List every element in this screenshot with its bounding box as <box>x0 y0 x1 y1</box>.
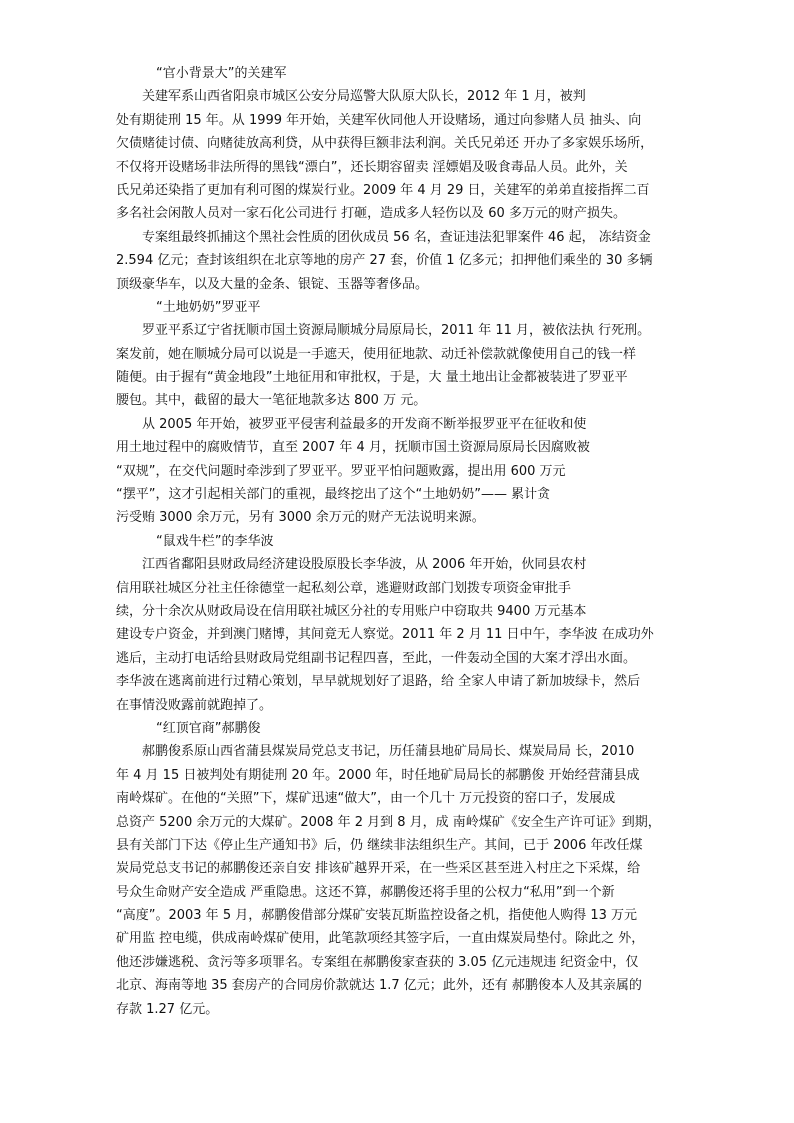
paragraph-line: 郝鹏俊系原山西省蒲县煤炭局党总支书记，历任蒲县地矿局局长、煤炭局局 长，2010 <box>142 744 635 760</box>
paragraph-line: 多名社会闲散人员对一家石化公司进行 打砸，造成多人轻伤以及 60 多万元的财产损失。 <box>116 206 626 222</box>
paragraph-line: 总资产 5200 余万元的大煤矿。2008 年 2 月到 8 月，成 南岭煤矿《安全生产许可证》到期， <box>116 814 661 830</box>
paragraph-line: 用土地过程中的腐败情节，直至 2007 年 4 月，抚顺市国土资源局原局长因腐败被 <box>116 440 590 456</box>
paragraph-line: “双规”，在交代问题时牵涉到了罗亚平。罗亚平怕问题败露，提出用 600 万元 <box>116 463 566 479</box>
paragraph-line: 在事情没败露前就跑掉了。 <box>116 697 273 713</box>
paragraph-line: 李华波在逃离前进行过精心策划，早早就规划好了退路，给 全家人申请了新加坡绿卡，然后 <box>116 674 641 690</box>
document-page <box>116 62 696 1021</box>
paragraph-line: 逃后，主动打电话给县财政局党组副书记程四喜，至此，一件轰动全国的大案才浮出水面。 <box>116 650 637 666</box>
paragraph-line: 随便。由于握有“黄金地段”土地征用和审批权，于是，大 量土地出让金都被装进了罗亚平 <box>116 370 628 386</box>
paragraph-line: 年 4 月 15 日被判处有期徒刑 20 年。2000 年，时任地矿局局长的郝鹏俊 开始经营蒲县成 <box>116 767 640 783</box>
paragraph-line: 存款 1.27 亿元。 <box>116 1001 219 1017</box>
section-heading-guan-jianjun: “官小背景大”的关建军 <box>156 66 287 81</box>
paragraph-line: 北京、海南等地 35 套房产的合同房价款就达 1.7 亿元；此外，还有 郝鹏俊本人及其亲属的 <box>116 978 642 994</box>
paragraph-line: 建设专户资金，并到澳门赌博，其间竟无人察觉。2011 年 2 月 11 日中午，李华波 在成功外 <box>116 627 654 643</box>
section-heading-luo-yaping: “土地奶奶”罗亚平 <box>156 299 261 315</box>
section-heading-li-huabo: “鼠戏牛栏”的李华波 <box>156 533 274 549</box>
paragraph-line: 氏兄弟还染指了更加有利可图的煤炭行业。2009 年 4 月 29 日，关建军的弟弟直接指挥二百 <box>116 182 650 198</box>
paragraph-line: 欠债赌徒讨债、向赌徒放高利贷，从中获得巨额非法利润。关氏兄弟还 开办了多家娱乐场所， <box>116 136 654 152</box>
paragraph-line: 续，分十余次从财政局设在信用联社城区分社的专用账户中窃取共 9400 万元基本 <box>116 603 587 619</box>
paragraph-line: 罗亚平系辽宁省抚顺市国土资源局顺城分局原局长，2011 年 11 月，被依法执 行死刑。 <box>142 323 651 339</box>
paragraph-line: 南岭煤矿。在他的“关照”下，煤矿迅速“做大”，由一个几十 万元投资的窑口子，发展成 <box>116 791 616 807</box>
section-heading-hao-pengjun: “红顶官商”郝鹏俊 <box>156 720 261 736</box>
paragraph-line: 腰包。其中，截留的最大一笔征地款多达 800 万 元。 <box>116 393 427 409</box>
paragraph-line: 2.594 亿元；查封该组织在北京等地的房产 27 套，价值 1 亿多元；扣押他们乘坐的 30 多辆 <box>116 253 653 269</box>
paragraph-line: 他还涉嫌逃税、贪污等多项罪名。专案组在郝鹏俊家查获的 3.05 亿元违规违 纪资金中，仅 <box>116 954 639 970</box>
paragraph-line: 炭局党总支书记的郝鹏俊还亲自安 排该矿越界开采，在一些采区甚至进入村庄之下采煤，给 <box>116 861 641 877</box>
paragraph-line: 不仅将开设赌场非法所得的黑钱“漂白”，还长期容留卖 淫嫖娼及吸食毒品人员。此外，关 <box>116 159 628 175</box>
paragraph-line: 号众生命财产安全造成 严重隐患。这还不算，郝鹏俊还将手里的公权力“私用”到一个新 <box>116 884 615 900</box>
paragraph-line: 案发前，她在顺城分局可以说是一手遮天，使用征地款、动迁补偿款就像使用自己的钱一样 <box>116 346 637 362</box>
paragraph-line: 处有期徒刑 15 年。从 1999 年开始，关建军伙同他人开设赌场，通过向参赌人员 抽头、向 <box>116 112 642 128</box>
paragraph-line: “摆平”，这才引起相关部门的重视，最终挖出了这个“土地奶奶”—— 累计贪 <box>116 487 551 503</box>
paragraph-line: 顶级豪华车，以及大量的金条、银锭、玉器等奢侈品。 <box>116 276 429 292</box>
paragraph-line: 专案组最终抓捕这个黑社会性质的团伙成员 56 名，查证违法犯罪案件 46 起， 冻结资金 <box>142 229 651 245</box>
paragraph-line: 污受贿 3000 余万元，另有 3000 余万元的财产无法说明来源。 <box>116 510 485 526</box>
paragraph-line: 县有关部门下达《停止生产通知书》后，仍 继续非法组织生产。其间，已于 2006 年改任煤 <box>116 837 643 853</box>
paragraph-line: 江西省鄱阳县财政局经济建设股原股长李华波，从 2006 年开始，伙同县农村 <box>142 557 587 573</box>
paragraph-line: 关建军系山西省阳泉市城区公安分局巡警大队原大队长，2012 年 1 月，被判 <box>142 89 586 105</box>
paragraph-line: 信用联社城区分社主任徐德堂一起私刻公章，逃避财政部门划拨专项资金审批手 <box>116 580 572 596</box>
paragraph-line: 矿用监 控电缆，供成南岭煤矿使用，此笔款项经其签字后，一直由煤炭局垫付。除此之 外， <box>116 931 645 947</box>
paragraph-line: “高度”。2003 年 5 月，郝鹏俊借部分煤矿安装瓦斯监控设备之机，指使他人购得 13 万元 <box>116 908 638 924</box>
paragraph-line: 从 2005 年开始，被罗亚平侵害利益最多的开发商不断举报罗亚平在征收和使 <box>142 416 587 432</box>
